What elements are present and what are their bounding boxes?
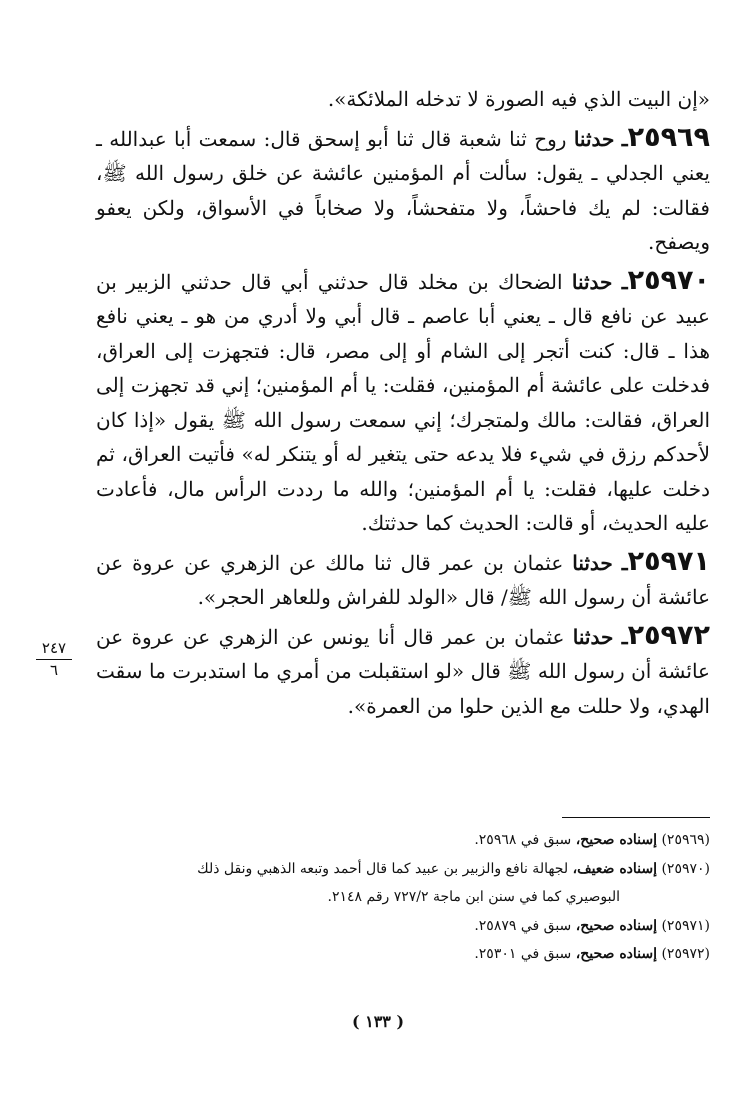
footnote-25970 [96, 855, 710, 884]
hadith-text: روح ثنا شعبة قال ثنا أبو إسحق قال: سمعت أبا عبدالله ـ يعني الجدلي ـ يقول: سألت أم المؤمنين عائشة عن خلق رسول الله ﷺ، فقالت: لم يك فاحشاً، ولا متفحشاً، ولا صخاباً في الأسواق، ولكن يعفو ويصفح. [96, 126, 710, 254]
haddathana-word: حدثنا [572, 624, 614, 649]
hadith-number: ٢٥٩٧٠ [627, 264, 710, 296]
hadith-dash: ـ [621, 550, 628, 575]
hadith-text: عثمان بن عمر قال ثنا مالك عن الزهري عن عروة عن عائشة أن رسول الله ﷺ/ قال «الولد للفراش وللعاهر الحجر». [96, 550, 710, 609]
haddathana-word: حدثنا [572, 550, 613, 575]
hadith-25972 [96, 619, 710, 724]
footnote-grading: إسناده ضعيف، [572, 860, 657, 877]
main-text [96, 82, 710, 727]
hadith-25971 [96, 545, 710, 615]
hadith-dash: ـ [621, 624, 628, 649]
footnote-grading: إسناده صحيح، [575, 917, 657, 934]
footnote-number: (٢٥٩٧٠) [661, 860, 710, 877]
marginal-volume-page-ref [36, 640, 72, 679]
footnote-25970-continued [96, 883, 710, 912]
hadith-number: ٢٥٩٧٢ [627, 619, 710, 651]
hadith-text: الضحاك بن مخلد قال حدثني أبي قال حدثني الزبير بن عبيد عن نافع قال ـ يعني أبا عاصم ـ قال أبي ولا أدري من هو ـ يعني نافع هذا ـ قال: كنت أتجر إلى الشام أو إلى مصر، قال: فتجهزت إلى العراق، فدخلت على عائشة أم المؤمنين، فقلت: يا أم المؤمنين؛ إني قد تجهزت إلى العراق، فقالت: مالك ولمتجرك؛ إني سمعت رسول الله ﷺ يقول «إذا كان لأحدكم رزق في شيء فلا يدعه حتى يتغير له أو يتنكر له» فأتيت العراق، ثم دخلت عليها، فقلت: يا أم المؤمنين؛ والله ما رددت الرأس مال، فأعادت عليه الحديث، أو قالت: الحديث كما حدثتك. [96, 269, 710, 535]
hadith-25970 [96, 264, 710, 541]
previous-hadith-ending: «إن البيت الذي فيه الصورة لا تدخله الملائكة». [327, 87, 710, 111]
hadith-25969 [96, 121, 710, 260]
footnotes [96, 826, 710, 969]
marginal-ref-top: ٢٤٧ [36, 640, 72, 660]
page-number: ( ١٣٣ ) [351, 1012, 405, 1031]
marginal-ref-bottom: ٦ [49, 661, 59, 679]
footnote-25972 [96, 940, 710, 969]
footnote-grading: إسناده صحيح، [575, 946, 657, 962]
footnote-text: سبق في ٢٥٣٠١. [474, 946, 576, 962]
footnote-grading: إسناده صحيح، [575, 832, 657, 848]
haddathana-word: حدثنا [571, 269, 613, 294]
hadith-text: عثمان بن عمر قال أنا يونس عن الزهري عن عروة عن عائشة أن رسول الله ﷺ قال «لو استقبلت من أمري ما استدبرت ما سقت الهدي، ولا حللت مع الذين حلوا من العمرة». [96, 624, 710, 718]
footnote-separator [562, 817, 710, 818]
footnote-text: البوصيري كما في سنن ابن ماجة ٧٢٧/٢ رقم ٢١٤٨. [327, 889, 620, 905]
footnote-25971 [96, 912, 710, 941]
footnote-text: لجهالة نافع والزبير بن عبيد كما قال أحمد وتبعه الذهبي ونقل ذلك [197, 860, 573, 877]
hadith-dash: ـ [621, 126, 628, 151]
hadith-number: ٢٥٩٦٩ [627, 121, 711, 153]
footnote-number: (٢٥٩٧٢) [661, 946, 710, 962]
haddathana-word: حدثنا [573, 126, 615, 151]
hadith-dash: ـ [621, 269, 628, 294]
footnote-25969 [96, 826, 710, 855]
footnote-text: سبق في ٢٥٨٧٩. [474, 917, 576, 934]
hadith-number: ٢٥٩٧١ [627, 545, 710, 577]
footnote-number: (٢٥٩٦٩) [661, 832, 710, 848]
footnote-number: (٢٥٩٧١) [661, 917, 710, 934]
footnote-text: سبق في ٢٥٩٦٨. [474, 832, 576, 848]
